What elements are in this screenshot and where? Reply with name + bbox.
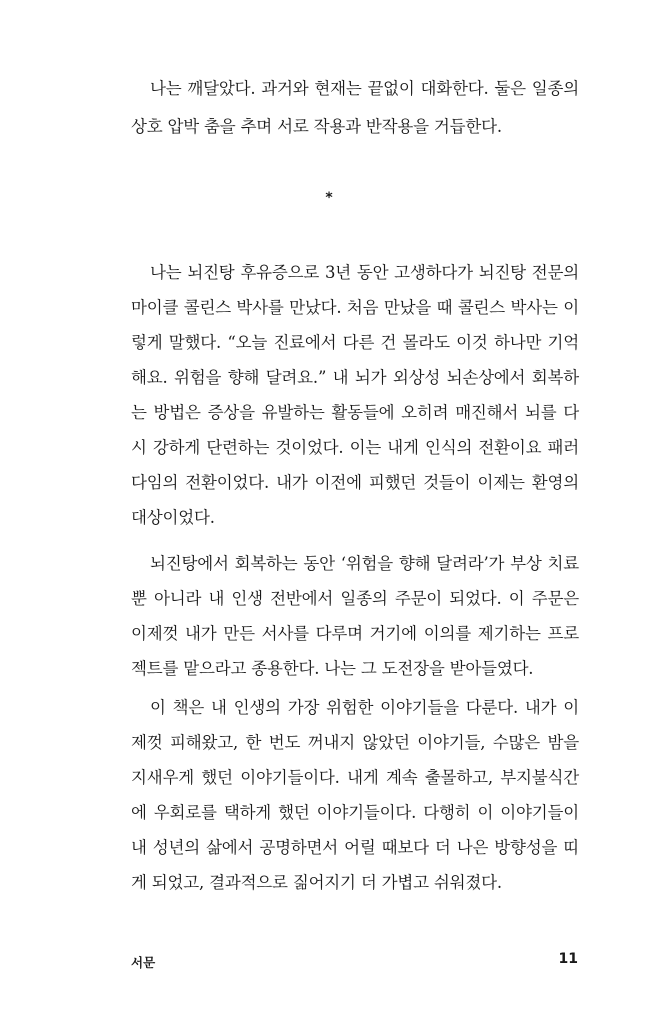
text-line: 나는 깨달았다. 과거와 현재는 끝없이 대화한다. 둘은 일종의 — [150, 79, 579, 98]
page-number: 11 — [558, 951, 578, 967]
text-line: 뿐 아니라 내 인생 전반에서 일종의 주문이 되었다. 이 주문은 — [131, 589, 579, 608]
text-line: 이제껏 내가 만든 서사를 다루며 거기에 이의를 제기하는 프로 — [131, 624, 579, 643]
text-line: 해요. 위험을 향해 달려요.” 내 뇌가 외상성 뇌손상에서 회복하 — [131, 368, 579, 387]
text-line: 시 강하게 단련하는 것이었다. 이는 내게 인식의 전환이요 패러 — [131, 438, 579, 457]
text-line: 마이클 콜린스 박사를 만났다. 처음 만났을 때 콜린스 박사는 이 — [131, 298, 579, 317]
text-line: 젝트를 맡으라고 종용한다. 나는 그 도전장을 받아들였다. — [131, 659, 534, 678]
text-line: 다임의 전환이었다. 내가 이전에 피했던 것들이 이제는 환영의 — [131, 473, 579, 492]
text-line: 에 우회로를 택하게 했던 이야기들이다. 다행히 이 이야기들이 — [131, 803, 579, 822]
text-line: 는 방법은 증상을 유발하는 활동들에 오히려 매진해서 뇌를 다 — [131, 403, 579, 422]
text-line: 상호 압박 춤을 추며 서로 작용과 반작용을 거듭한다. — [131, 117, 502, 136]
section-separator: * — [325, 190, 333, 206]
text-line: 게 되었고, 결과적으로 짊어지기 더 가볍고 쉬워졌다. — [131, 873, 502, 892]
text-line: 나는 뇌진탕 후유증으로 3년 동안 고생하다가 뇌진탕 전문의 — [150, 263, 579, 282]
text-line: 이 책은 내 인생의 가장 위험한 이야기들을 다룬다. 내가 이 — [150, 698, 579, 717]
text-line: 지새우게 했던 이야기들이다. 내게 계속 출몰하고, 부지불식간 — [131, 768, 579, 787]
text-line: 뇌진탕에서 회복하는 동안 ‘위험을 향해 달려라’가 부상 치료 — [150, 554, 579, 573]
text-line: 대상이었다. — [131, 508, 215, 527]
text-line: 렇게 말했다. “오늘 진료에서 다른 건 몰라도 이것 하나만 기억 — [131, 333, 579, 352]
text-line: 제껏 피해왔고, 한 번도 꺼내지 않았던 이야기들, 수많은 밤을 — [131, 733, 579, 752]
section-title-footer: 서문 — [131, 955, 156, 970]
text-line: 내 성년의 삶에서 공명하면서 어릴 때보다 더 나은 방향성을 띠 — [131, 838, 579, 857]
